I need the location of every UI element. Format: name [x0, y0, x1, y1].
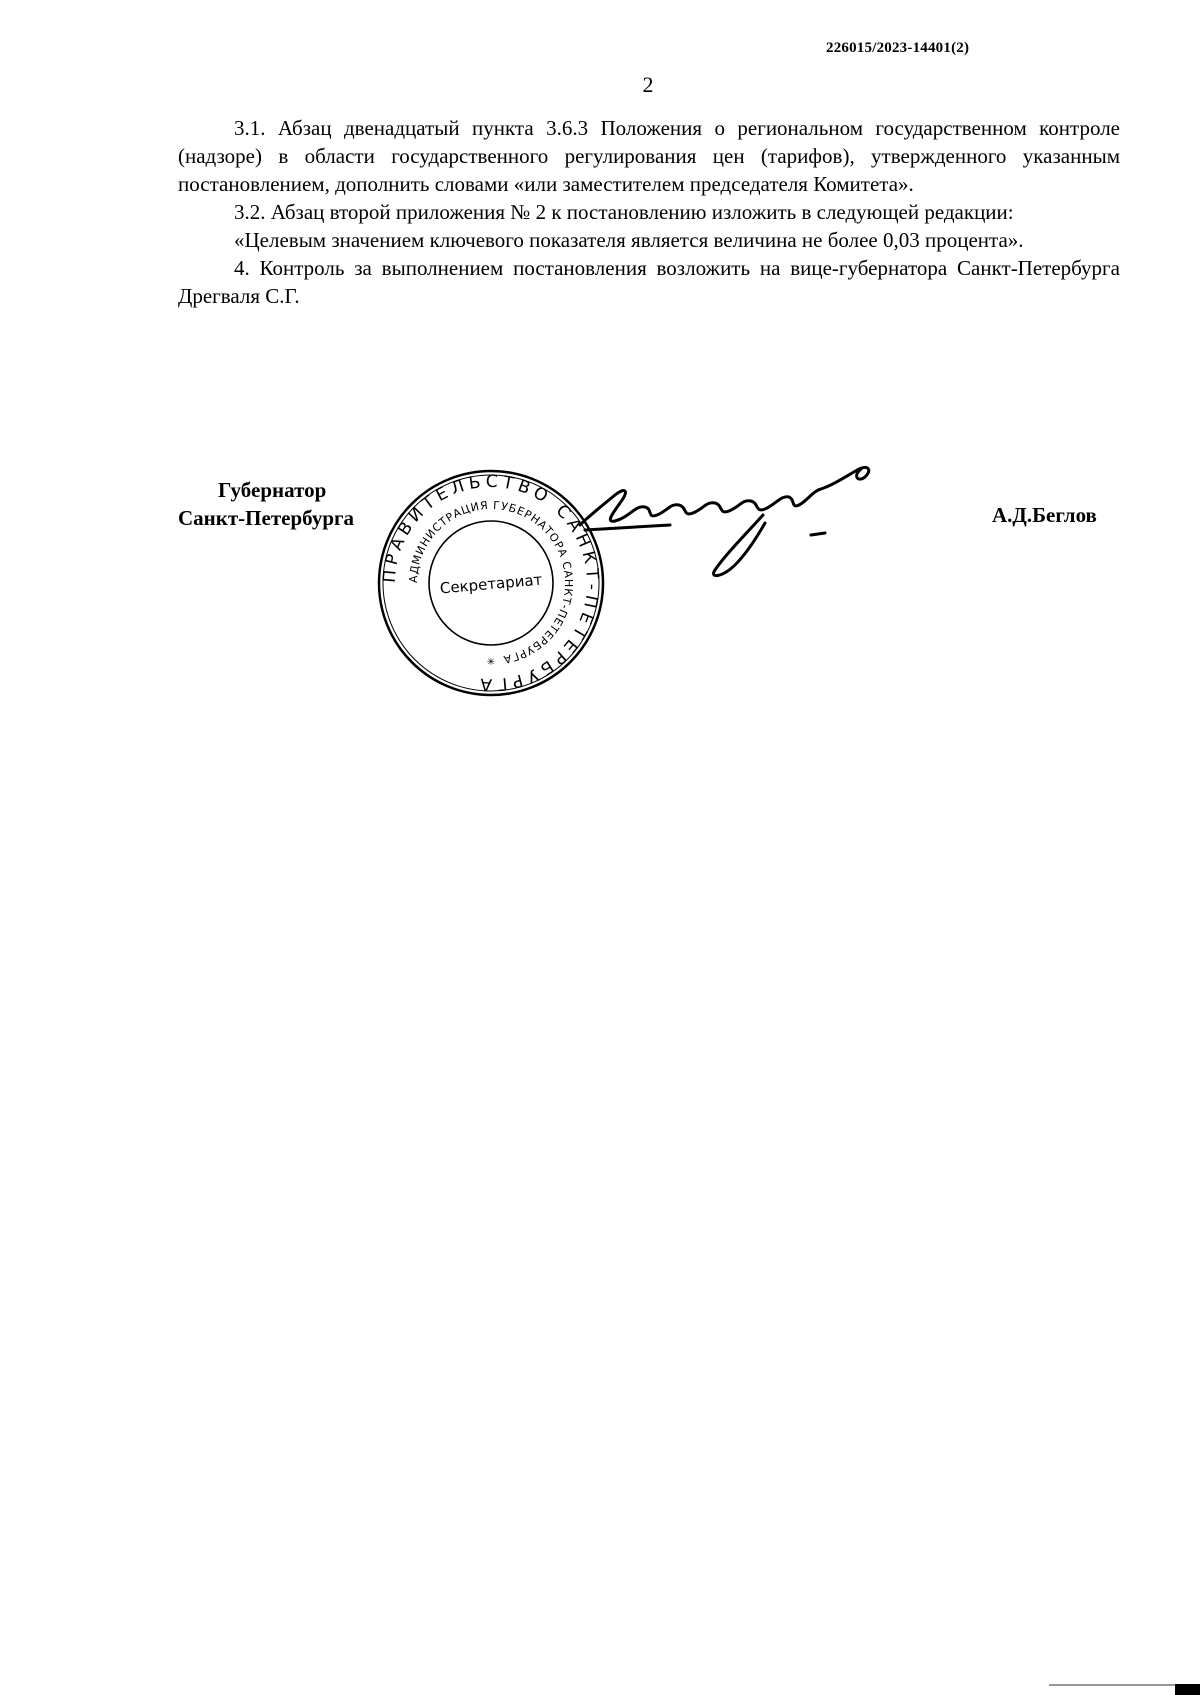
signatory-name: А.Д.Беглов: [992, 503, 1097, 527]
position-city: Санкт-Петербурга: [178, 506, 355, 530]
corner-rule: [1049, 1684, 1175, 1686]
paragraph-3-2: 3.2. Абзац второй приложения № 2 к постановлению изложить в следующей редакции:: [234, 200, 1014, 224]
document-number: 226015/2023-14401(2): [826, 40, 970, 56]
stamp-outer-text: ПРАВИТЕЛЬСТВО САНКТ-ПЕТЕРБУРГА: [379, 471, 603, 695]
stamp-center-text: Секретариат: [439, 570, 544, 598]
stamp-star-icon: ✳: [486, 657, 496, 668]
page-number: 2: [642, 72, 654, 97]
paragraph-target-value: «Целевым значением ключевого показателя является величина не более 0,03 процента».: [234, 228, 1024, 252]
paragraph-3-1: 3.1. Абзац двенадцатый пункта 3.6.3 Положения о региональном государственном контроле (надзоре) в области государственного регулирования цен (тарифов), утвержденного указанным постановлением, дополнить словами «или заместителем председателя Комитета».: [178, 116, 1120, 196]
handwritten-signature: [575, 455, 915, 590]
stamp-inner-text: АДМИНИСТРАЦИЯ ГУБЕРНАТОРА САНКТ-ПЕТЕРБУРГА: [406, 498, 576, 667]
document-body: [178, 114, 1120, 310]
official-seal-stamp: [375, 467, 607, 699]
signatory-position: [178, 476, 354, 532]
corner-mark: [1175, 1684, 1200, 1695]
paragraph-4: 4. Контроль за выполнением постановления возложить на вице-губернатора Санкт-Петербурга Дрегваля С.Г.: [178, 256, 1120, 308]
position-title: Губернатор: [218, 478, 327, 502]
